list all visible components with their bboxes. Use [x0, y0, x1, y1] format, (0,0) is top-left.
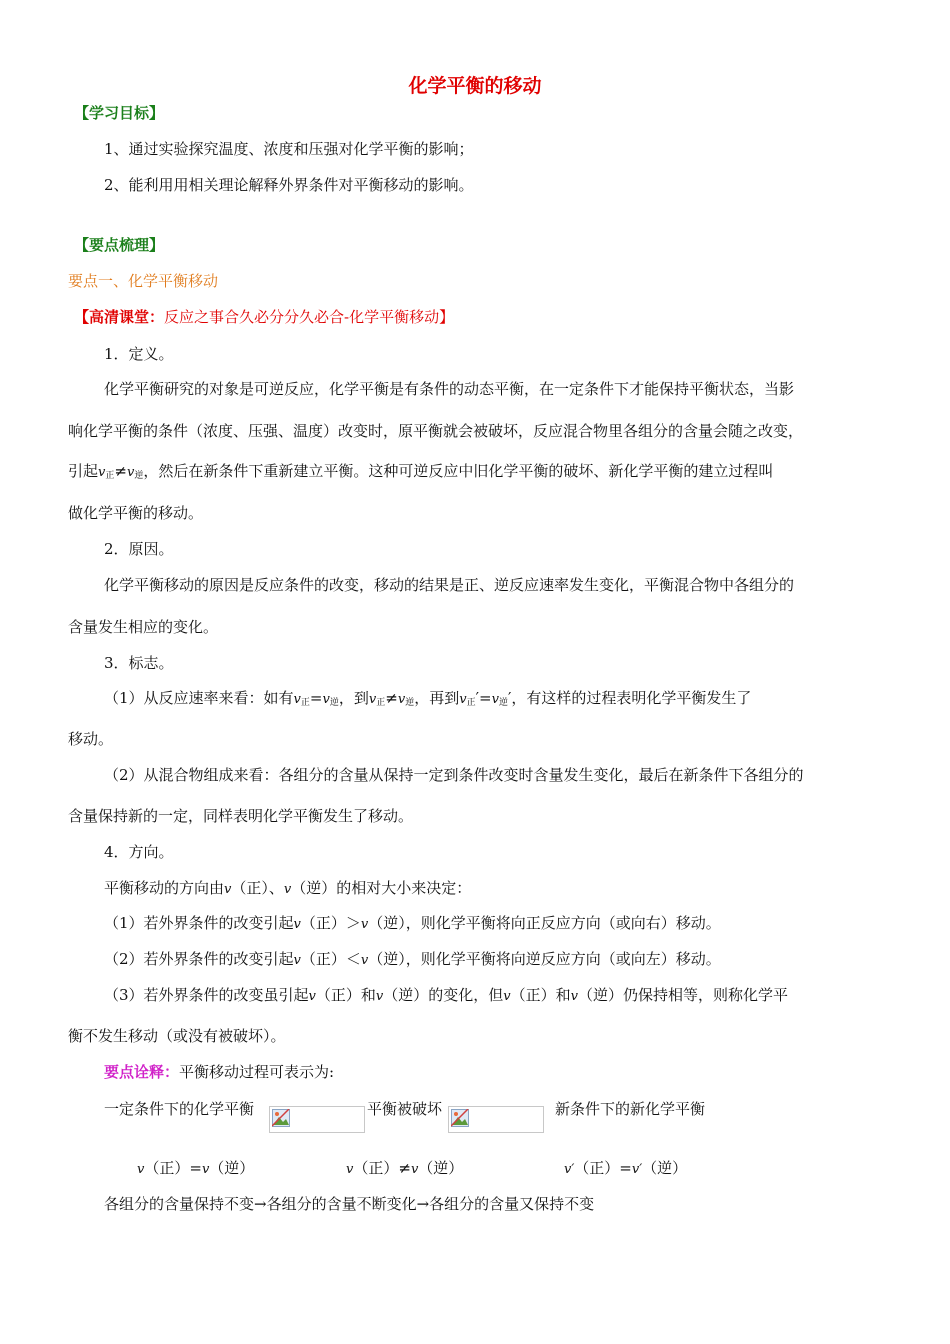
direction-intro: 平衡移动的方向由v（正）、v（逆）的相对大小来决定：	[104, 879, 472, 897]
lesson-text: 反应之事合久必分分久必合-化学平衡移动】	[164, 308, 455, 326]
objective-item-2: 2、能利用用相关理论解释外界条件对平衡移动的影响。	[104, 176, 474, 194]
note-line	[104, 1062, 334, 1082]
lesson-prefix: 【高清课堂：	[74, 308, 165, 326]
definition-line-4: 做化学平衡的移动。	[68, 504, 204, 522]
note-label: 要点诠释：	[104, 1063, 180, 1081]
direction-case-3-line-2: 衡不发生移动（或没有被破坏）。	[68, 1027, 286, 1045]
sign-p2-line-1: （2）从混合物组成来看：各组分的含量从保持一定到条件改变时含量发生变化，最后在新条件下各组分的	[104, 766, 804, 784]
sign-p2-line-2: 含量保持新的一定，同样表明化学平衡发生了移动。	[68, 807, 414, 825]
stage-3-rate: v′（正）=v′（逆）	[564, 1159, 688, 1177]
summary-heading: 【要点梳理】	[74, 236, 165, 254]
broken-image-arrow-2	[448, 1106, 544, 1133]
point-one-heading: 要点一、化学平衡移动	[68, 272, 219, 290]
sign-p1-line-1: （1）从反应速率来看：如有$v_正=v_逆$，到$v_正\ne v_逆$，再到$v_正'=v_逆'$，有这样的过程表明化学平衡发生了	[104, 689, 752, 708]
note-text: 平衡移动过程可表示为:	[179, 1063, 335, 1081]
definition-line-1: 化学平衡研究的对象是可逆反应，化学平衡是有条件的动态平衡，在一定条件下才能保持平衡状态，当影	[104, 380, 795, 398]
definition-line-3: 引起$v_正\ne v_逆$，然后在新条件下重新建立平衡。这种可逆反应中旧化学平衡的破坏、新化学平衡的建立过程叫	[68, 462, 774, 481]
definition-line-2: 响化学平衡的条件（浓度、压强、温度）改变时，原平衡就会被破坏，反应混合物里各组分的含量会随之改变，	[68, 422, 804, 440]
stage-2-label: 平衡被破坏	[367, 1100, 443, 1118]
objectives-heading: 【学习目标】	[74, 104, 165, 122]
cause-line-1: 化学平衡移动的原因是反应条件的改变，移动的结果是正、逆反应速率发生变化，平衡混合物中各组分的	[104, 576, 795, 594]
stage-1-rate: v（正）=v（逆）	[137, 1159, 255, 1177]
direction-case-2: （2）若外界条件的改变引起v（正）＜v（逆），则化学平衡将向逆反应方向（或向左）移动。	[104, 950, 721, 968]
stage-2-rate: v（正）≠v（逆）	[346, 1159, 464, 1177]
stage-3-label: 新条件下的新化学平衡	[555, 1100, 706, 1118]
cause-line-2: 含量发生相应的变化。	[68, 618, 219, 636]
direction-heading: 4．方向。	[104, 843, 174, 861]
stage-1-label: 一定条件下的化学平衡	[104, 1100, 255, 1118]
broken-image-icon	[272, 1109, 290, 1127]
sign-heading: 3．标志。	[104, 654, 174, 672]
cause-heading: 2．原因。	[104, 540, 174, 558]
objective-item-1: 1、通过实验探究温度、浓度和压强对化学平衡的影响；	[104, 140, 474, 158]
broken-image-arrow-1	[269, 1106, 365, 1133]
content-change-line: 各组分的含量保持不变→各组分的含量不断变化→各组分的含量又保持不变	[104, 1195, 595, 1213]
definition-heading: 1．定义。	[104, 345, 174, 363]
lesson-link[interactable]	[74, 307, 454, 327]
broken-image-icon	[451, 1109, 469, 1127]
direction-case-3: （3）若外界条件的改变虽引起v（正）和v（逆）的变化，但v（正）和v（逆）仍保持相等，则称化学平	[104, 986, 789, 1004]
direction-case-1: （1）若外界条件的改变引起v（正）＞v（逆），则化学平衡将向正反应方向（或向右）移动。	[104, 914, 721, 932]
sign-p1-line-2: 移动。	[68, 730, 114, 748]
page-title: 化学平衡的移动	[408, 75, 542, 97]
